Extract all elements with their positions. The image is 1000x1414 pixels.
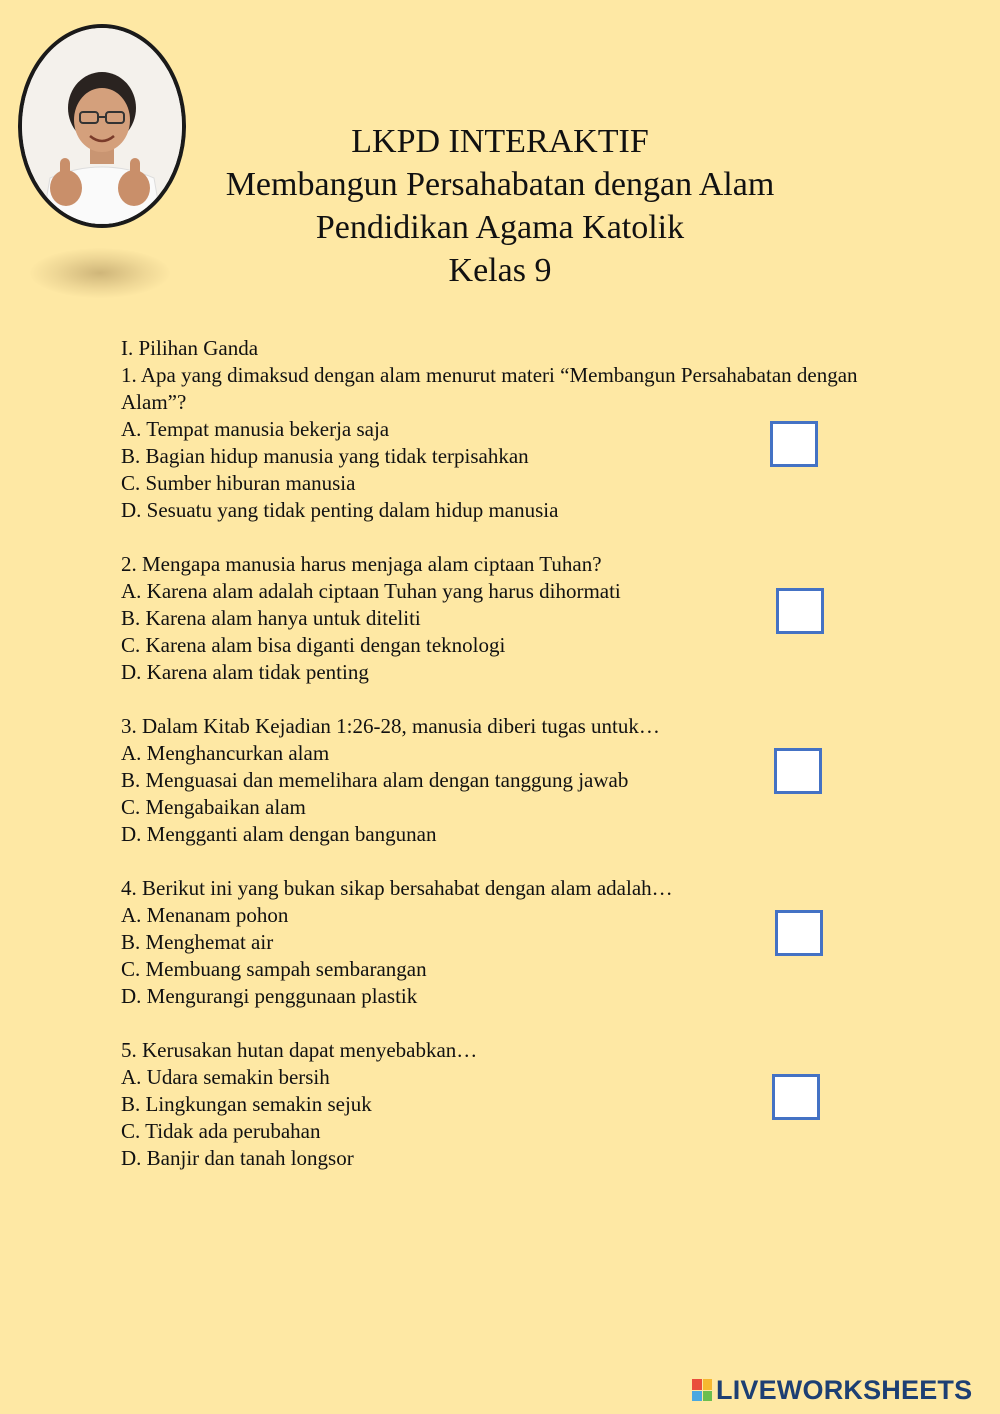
option-d: D. Karena alam tidak penting — [121, 660, 369, 684]
worksheet-grade: Kelas 9 — [448, 252, 552, 289]
option-a: A. Menghancurkan alam — [121, 741, 330, 765]
question-5 — [121, 1037, 881, 1172]
option-b: B. Menghemat air — [121, 930, 274, 954]
option-b: B. Lingkungan semakin sejuk — [121, 1092, 372, 1116]
worksheet-header — [150, 120, 850, 292]
option-c: C. Sumber hiburan manusia — [121, 471, 356, 495]
option-b: B. Menguasai dan memelihara alam dengan tanggung jawab — [121, 768, 629, 792]
option-d: D. Mengurangi penggunaan plastik — [121, 984, 418, 1008]
answer-box-1[interactable] — [770, 421, 818, 467]
option-a: A. Udara semakin bersih — [121, 1065, 330, 1089]
option-a: A. Menanam pohon — [121, 903, 289, 927]
option-c: C. Membuang sampah sembarangan — [121, 957, 427, 981]
answer-box-4[interactable] — [775, 910, 823, 956]
section-title: I. Pilihan Ganda — [121, 336, 259, 360]
question-4 — [121, 875, 881, 1010]
liveworksheets-logo-icon — [692, 1379, 712, 1401]
option-b: B. Karena alam hanya untuk diteliti — [121, 606, 421, 630]
logo-text: LIVEWORKSHEETS — [716, 1374, 973, 1405]
option-a: A. Karena alam adalah ciptaan Tuhan yang harus dihormati — [121, 579, 621, 603]
portrait-shadow — [30, 248, 170, 298]
worksheet-subject: Pendidikan Agama Katolik — [315, 209, 685, 246]
option-a: A. Tempat manusia bekerja saja — [121, 417, 390, 441]
option-c: C. Karena alam bisa diganti dengan teknologi — [121, 633, 506, 657]
answer-box-5[interactable] — [772, 1074, 820, 1120]
answer-box-2[interactable] — [776, 588, 824, 634]
liveworksheets-logo — [692, 1374, 972, 1406]
question-text: 2. Mengapa manusia harus menjaga alam ciptaan Tuhan? — [121, 552, 602, 576]
option-b: B. Bagian hidup manusia yang tidak terpisahkan — [121, 444, 529, 468]
option-d: D. Mengganti alam dengan bangunan — [121, 822, 437, 846]
question-3 — [121, 713, 881, 848]
worksheet-title: LKPD INTERAKTIF — [351, 123, 649, 160]
question-2 — [121, 551, 881, 686]
option-d: D. Sesuatu yang tidak penting dalam hidup manusia — [121, 498, 559, 522]
question-1 — [121, 362, 881, 524]
question-list — [121, 335, 881, 1199]
option-d: D. Banjir dan tanah longsor — [121, 1146, 354, 1170]
question-text: 5. Kerusakan hutan dapat menyebabkan… — [121, 1038, 478, 1062]
option-c: C. Mengabaikan alam — [121, 795, 306, 819]
question-text: 1. Apa yang dimaksud dengan alam menurut materi “Membangun Persahabatan dengan Alam”? — [121, 363, 858, 414]
option-c: C. Tidak ada perubahan — [121, 1119, 321, 1143]
question-text: 4. Berikut ini yang bukan sikap bersahabat dengan alam adalah… — [121, 876, 673, 900]
answer-box-3[interactable] — [774, 748, 822, 794]
worksheet-subtitle: Membangun Persahabatan dengan Alam — [225, 166, 775, 203]
question-text: 3. Dalam Kitab Kejadian 1:26-28, manusia diberi tugas untuk… — [121, 714, 660, 738]
